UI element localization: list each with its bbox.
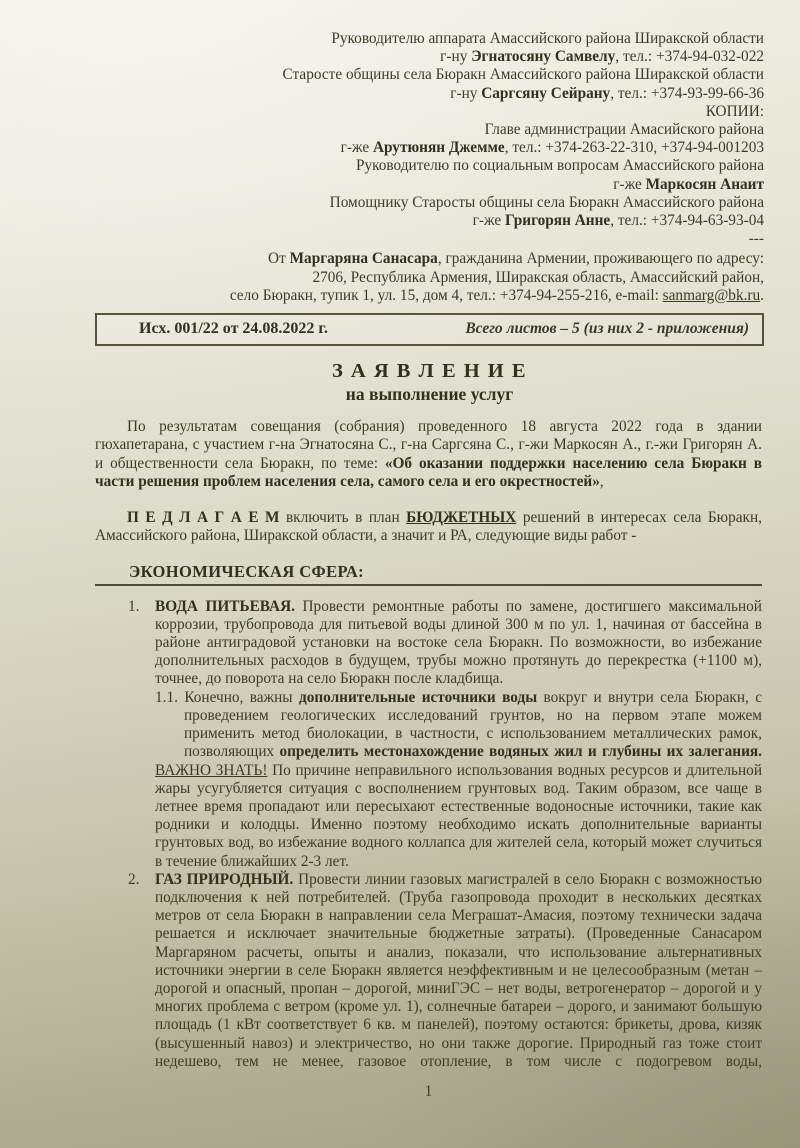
intro-paragraph [95, 418, 762, 491]
text-segment: Эгнатосяну Самвелу [471, 48, 616, 66]
document-body [95, 418, 762, 1101]
text-segment: определить местонахождение водяных жил и глубины их залегания. [279, 743, 762, 761]
text-segment: , тел.: +374-93-99-66-36 [610, 84, 764, 102]
text-segment: Конечно, важны [184, 688, 299, 706]
item-number: 2. [128, 870, 140, 888]
text-segment: По причине неправильного использования водных ресурсов и длительной жары усугубляется ситуация с восполнением грунтовых вод. Таким образом, все чаще в летнее время пропадают или пересыхают естественные водоносные источники, такие как родники и колодцы. Именно поэтому необходимо искать дополнительные варианты грунтовых вод, во избежание водного коллапса для жителей села, который может случиться в течение ближайших 2-3 лет. [155, 761, 763, 870]
text-segment: . [760, 286, 764, 304]
text-segment: По результатам совещания (собрания) проведенного 18 августа 2022 года в здании гюхапетарана, с участием г-на Эгнатосяна С., г-на Саргсяна С., г-жи Маркосян А., г.-жи Григорян А. и общественности села Бюракн, по теме: [95, 418, 762, 472]
text-line [0, 269, 764, 287]
text-line [0, 66, 764, 84]
text-line [0, 30, 764, 48]
text-segment: Саргсяну Сейрану [481, 84, 611, 102]
text-segment: От [268, 250, 290, 268]
text-line [0, 230, 764, 248]
text-segment: Руководителю аппарата Амассийского района Ширакской области [331, 30, 764, 47]
text-segment: Старосте общины села Бюракн Амассийского района Ширакской области [282, 66, 764, 84]
text-segment: Григорян Анне [505, 212, 611, 230]
text-segment: г-же [613, 175, 646, 193]
text-segment: г-ну [440, 48, 472, 66]
text-segment: дополнительные источники воды [298, 688, 538, 706]
text-segment: село Бюракн, тупик 1, ул. 15, дом 4, тел.: +374-94-255-216, e-mail: [229, 286, 663, 304]
water-paragraph [155, 598, 762, 689]
text-segment: Маргаряна Санасара [289, 250, 438, 268]
works-list [95, 598, 762, 1071]
text-segment: , тел.: +374-263-22-310, +374-94-001203 [504, 139, 764, 157]
text-line [0, 250, 764, 268]
text-segment: вокруг и внутри села Бюракн, с проведением геологических исследований грунтов, но на первом этапе можем применить метод биолокации, в частности, с использованием металлических рамок, позволяющих [184, 688, 762, 761]
text-segment: Руководителю по социальным вопросам Амассийского района [355, 157, 764, 175]
text-line [0, 287, 764, 305]
text-segment: решений в интересах села Бюракн, Амассийского района, Ширакской области, а значит и РА, следующие виды работ - [95, 509, 762, 545]
text-segment: , тел.: +374-94-63-93-04 [610, 212, 764, 230]
sub-item-1-1 [155, 689, 762, 762]
document-title: З А Я В Л Е Н И Е [331, 360, 528, 383]
text-segment: «Об оказании поддержки населению села Бюракн в части решения проблем населения села, самого села и его окрестностей» [95, 454, 762, 490]
section-heading-text: ЭКОНОМИЧЕСКАЯ СФЕРА: [129, 562, 365, 582]
gas-paragraph [155, 871, 762, 1071]
item-text [155, 871, 762, 1071]
text-segment: ГАЗ ПРИРОДНЫЙ. [155, 870, 294, 888]
text-line [0, 48, 764, 66]
list-item-drinking-water [128, 598, 762, 871]
text-segment: г-ну [450, 84, 482, 102]
document-subtitle: на выполнение услуг [345, 384, 514, 405]
text-segment: Провести ремонтные работы по замене, достигшего максимальной коррозии, трубопровода для питьевой воды длиной 300 м по ул. 1, начиная от бассейна в районе антиградовой установки на востоке села Бюракн. По возможности, во избежание дополнительных расходов в будущем, трубы можно протянуть до перекрестка (+1100 м), точнее, до поворота на село Бюракн после кладбища. [155, 597, 762, 688]
text-segment: , [599, 472, 604, 490]
proposal-paragraph [95, 509, 762, 545]
text-segment: Арутюнян Джемме [372, 139, 505, 157]
text-segment: , гражданина Армении, проживающего по адресу: [437, 250, 764, 268]
text-line [0, 121, 764, 139]
text-segment: г-же [472, 212, 505, 230]
text-segment: П Е Д Л А Г А Е М [127, 509, 280, 527]
outgoing-number: Исх. 001/22 от 24.08.2022 г. [139, 320, 328, 338]
text-segment: Главе администрации Амасийского района [484, 121, 764, 139]
sender-address-block [0, 250, 764, 305]
text-segment: КОПИИ: [705, 102, 764, 120]
text-line [0, 139, 764, 157]
text-segment: Провести линии газовых магистралей в село Бюракн с возможностью подключения к ней потребителей. (Труба газопровода проходит в нескольких десятках метров от села Бюракн в направлении села Меграшат-Амасия, поэтому технически задача решается и исключает значительные бюджетные затраты). (Проведенные Санасаром Маргаряном расчеты, опыты и анализ, показали, что использование альтернативных источники энергии в селе Бюракн является неэффективным и не целесообразным (метан – дорогой и опасный, пропан – дорогой, миниГЭС – нет воды, ветрогенератор – дорогой и у многих проблема с ветром (кроме ул. 1), солнечные батареи – дорого, и занимают большую площадь (1 кВт соответствует 6 кв. м панелей), поэтому остаются: брикеты, дрова, кизяк (высушенный навоз) и электричество, но они также дорогие. Природный газ тоже стоит недешево, тем не менее, газовое отопление, в том числе с подогревом воды, [155, 870, 763, 1070]
text-segment: БЮДЖЕТНЫХ [406, 509, 517, 527]
text-segment: включить в план [279, 509, 407, 527]
item-number: 1. [128, 597, 140, 615]
sheets-count: Всего листов – 5 (из них 2 - приложения) [465, 320, 749, 338]
list-item-natural-gas [128, 871, 762, 1071]
text-segment: sanmarg@bk.ru [662, 286, 761, 304]
page-number: 1 [424, 1082, 433, 1100]
text-segment: ВАЖНО ЗНАТЬ! [155, 761, 268, 779]
text-segment: ВОДА ПИТЬЕВАЯ. [155, 597, 295, 615]
important-note [155, 762, 762, 871]
text-segment: 1.1. [155, 688, 185, 706]
text-segment: --- [748, 230, 764, 248]
text-segment: , тел.: +374-94-032-022 [615, 48, 764, 66]
text-line [0, 157, 764, 175]
item-text [155, 598, 762, 871]
text-line [0, 176, 764, 194]
text-line [0, 212, 764, 230]
text-segment: г-же [340, 139, 373, 157]
text-segment: Маркосян Анаит [645, 175, 764, 193]
text-segment: Помощнику Старосты общины села Бюракн Амассийского района [329, 193, 764, 211]
text-line [0, 103, 764, 121]
recipient-address-block [0, 0, 764, 248]
section-heading-economic [95, 563, 762, 585]
text-line [0, 194, 764, 212]
text-segment: 2706, Республика Армения, Ширакская область, Амассийский район, [312, 268, 764, 286]
text-line [0, 85, 764, 103]
reference-box [95, 313, 764, 346]
